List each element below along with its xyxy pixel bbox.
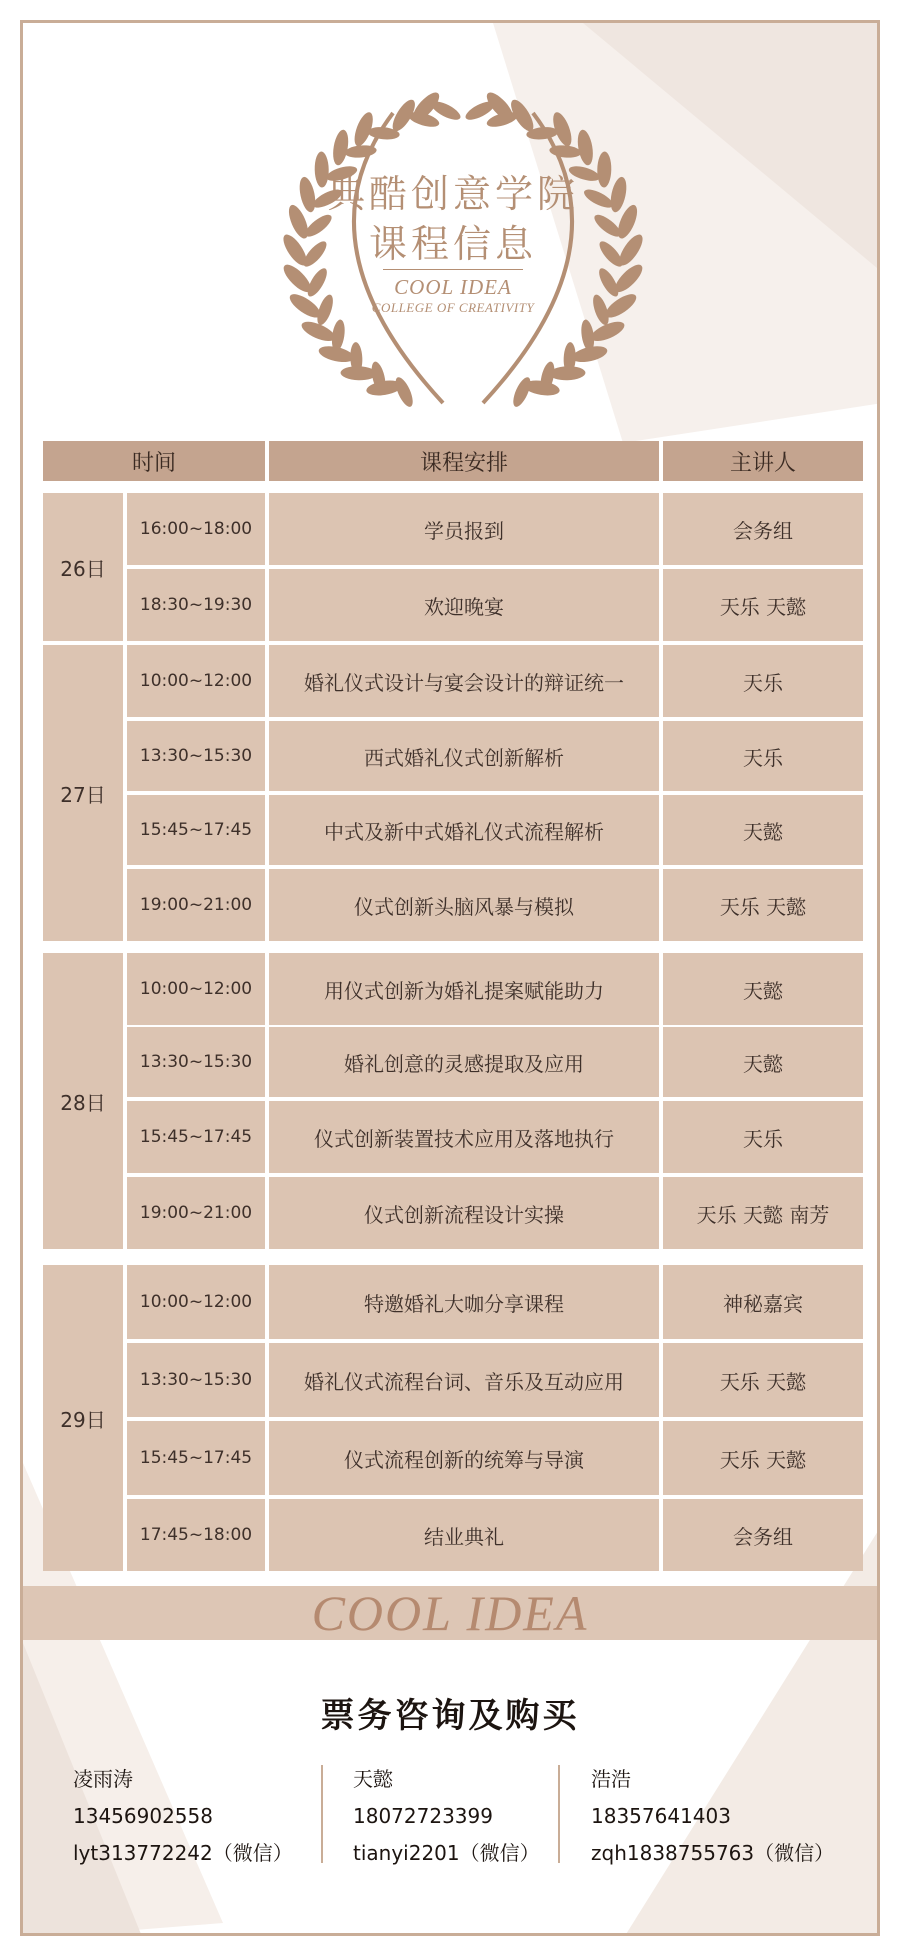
contact-phone[interactable]: 18357641403 [591, 1804, 731, 1828]
contact-wechat: lyt313772242（微信） [73, 1841, 293, 1865]
contact-3 [591, 1761, 834, 1872]
day-cell: 29日 [43, 1265, 123, 1571]
speaker-cell: 天乐 [663, 645, 863, 717]
wreath-leaf [392, 375, 416, 409]
course-cell: 仪式创新装置技术应用及落地执行 [269, 1101, 659, 1173]
day-cell: 26日 [43, 493, 123, 641]
wreath-leaf [575, 129, 595, 167]
course-cell: 婚礼仪式流程台词、音乐及互动应用 [269, 1343, 659, 1417]
contact-2 [353, 1761, 540, 1872]
title-divider [383, 269, 523, 270]
course-cell: 婚礼仪式设计与宴会设计的辩证统一 [269, 645, 659, 717]
speaker-cell: 天懿 [663, 953, 863, 1025]
time-cell: 19:00~21:00 [127, 1177, 265, 1249]
schedule-poster [20, 20, 880, 1936]
contact-name: 浩浩 [591, 1767, 631, 1791]
speaker-cell: 天乐 天懿 [663, 569, 863, 641]
day-cell: 27日 [43, 645, 123, 941]
contact-phone[interactable]: 18072723399 [353, 1804, 493, 1828]
speaker-cell: 天乐 [663, 721, 863, 791]
speaker-cell: 天懿 [663, 795, 863, 865]
time-cell: 15:45~17:45 [127, 1421, 265, 1495]
title-line2: 课程信息 [368, 222, 537, 266]
time-cell: 17:45~18:00 [127, 1499, 265, 1571]
contact-name: 天懿 [353, 1767, 393, 1791]
wreath-leaf [549, 366, 585, 381]
wreath-leaf [331, 129, 351, 167]
brand-band-text: COOL IDEA [311, 1585, 589, 1641]
course-cell: 用仪式创新为婚礼提案赋能助力 [269, 953, 659, 1025]
time-cell: 15:45~17:45 [127, 1101, 265, 1173]
contact-divider [321, 1765, 323, 1863]
time-cell: 13:30~15:30 [127, 1343, 265, 1417]
contact-divider [558, 1765, 560, 1863]
time-cell: 15:45~17:45 [127, 795, 265, 865]
course-cell: 仪式创新流程设计实操 [269, 1177, 659, 1249]
brand-subtitle: COOL IDEA [394, 275, 512, 299]
course-cell: 婚礼创意的灵感提取及应用 [269, 1027, 659, 1097]
college-subtitle: COLLEGE OF CREATIVITY [371, 300, 535, 315]
wreath-leaf [340, 366, 376, 381]
speaker-cell: 天懿 [663, 1027, 863, 1097]
course-cell: 中式及新中式婚礼仪式流程解析 [269, 795, 659, 865]
header-course: 课程安排 [269, 441, 659, 481]
speaker-cell: 天乐 天懿 南芳 [663, 1177, 863, 1249]
contact-title: 票务咨询及购买 [320, 1696, 580, 1736]
speaker-cell: 天乐 [663, 1101, 863, 1173]
time-cell: 10:00~12:00 [127, 953, 265, 1025]
course-cell: 结业典礼 [269, 1499, 659, 1571]
header-time: 时间 [43, 441, 265, 481]
contact-wechat: zqh1838755763（微信） [591, 1841, 835, 1865]
course-cell: 仪式流程创新的统筹与导演 [269, 1421, 659, 1495]
time-cell: 13:30~15:30 [127, 721, 265, 791]
speaker-cell: 天乐 天懿 [663, 869, 863, 941]
course-cell: 特邀婚礼大咖分享课程 [269, 1265, 659, 1339]
speaker-cell: 会务组 [663, 493, 863, 565]
time-cell: 10:00~12:00 [127, 645, 265, 717]
course-cell: 仪式创新头脑风暴与模拟 [269, 869, 659, 941]
speaker-cell: 会务组 [663, 1499, 863, 1571]
speaker-cell: 天乐 天懿 [663, 1343, 863, 1417]
contact-1 [73, 1761, 293, 1872]
title-line1: 典酷创意学院 [326, 172, 579, 216]
day-cell: 28日 [43, 953, 123, 1249]
time-cell: 19:00~21:00 [127, 869, 265, 941]
course-cell: 欢迎晚宴 [269, 569, 659, 641]
course-cell: 西式婚礼仪式创新解析 [269, 721, 659, 791]
speaker-cell: 天乐 天懿 [663, 1421, 863, 1495]
wreath-leaf [510, 375, 534, 409]
time-cell: 16:00~18:00 [127, 493, 265, 565]
time-cell: 10:00~12:00 [127, 1265, 265, 1339]
speaker-cell: 神秘嘉宾 [663, 1265, 863, 1339]
contact-phone[interactable]: 13456902558 [73, 1804, 213, 1828]
header-speaker: 主讲人 [663, 441, 863, 481]
contact-wechat: tianyi2201（微信） [353, 1841, 540, 1865]
course-cell: 学员报到 [269, 493, 659, 565]
time-cell: 13:30~15:30 [127, 1027, 265, 1097]
contact-name: 凌雨涛 [73, 1767, 133, 1791]
time-cell: 18:30~19:30 [127, 569, 265, 641]
